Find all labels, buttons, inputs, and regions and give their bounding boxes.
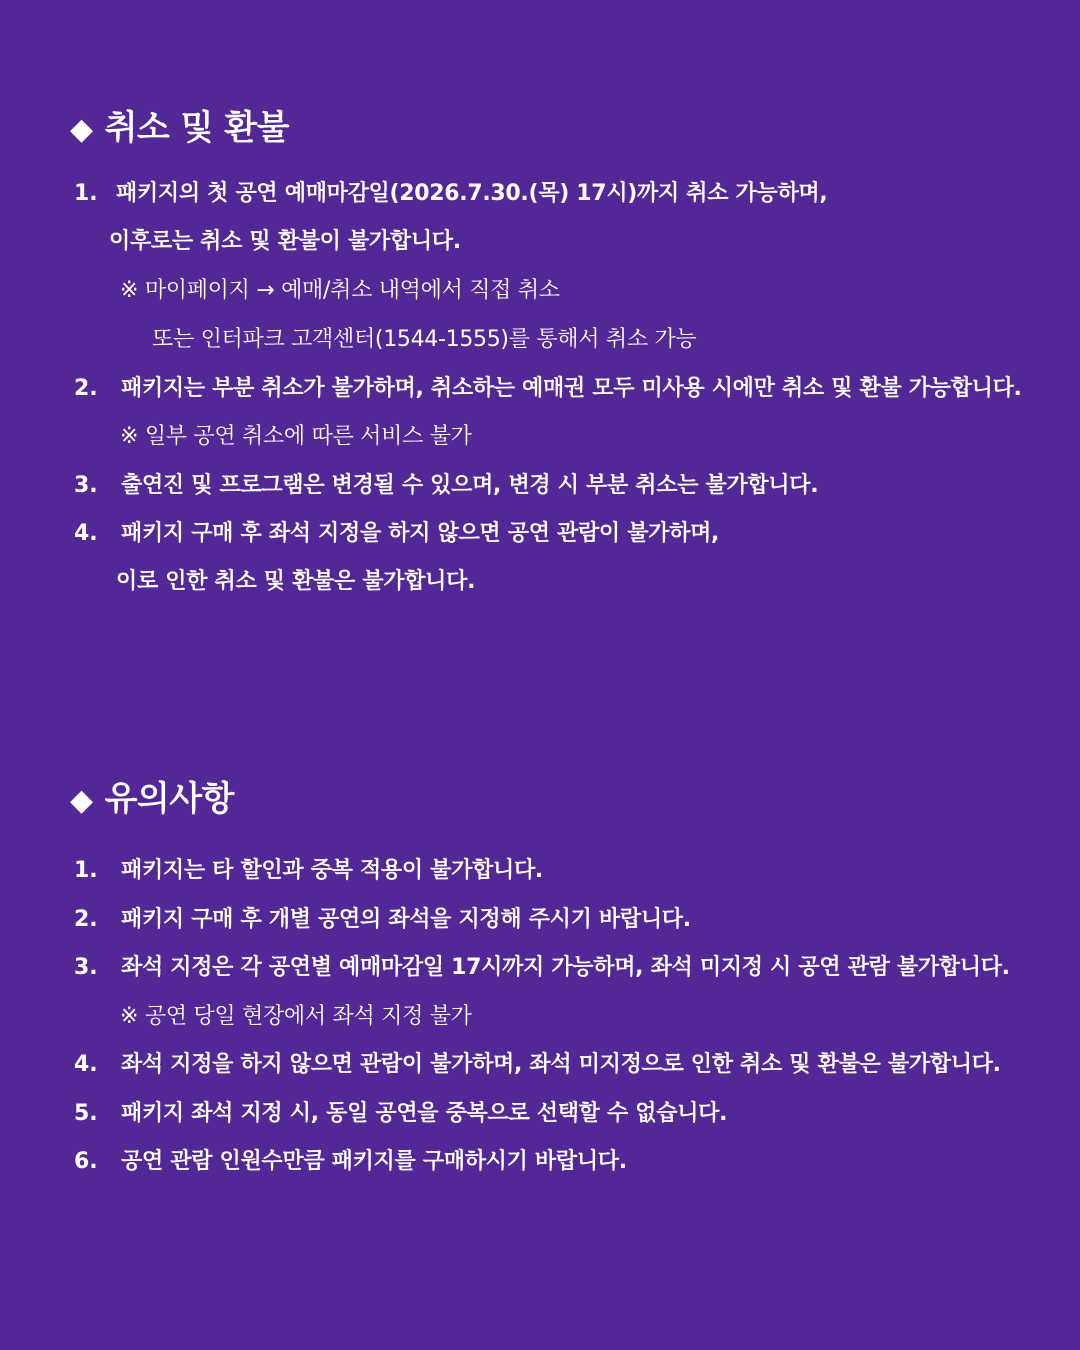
item-text: 좌석 지정을 하지 않으면 관람이 불가하며, 좌석 미지정으로 인한 취소 및 환불은 불가합니다. — [121, 1052, 1001, 1077]
diamond-icon: ◆ — [70, 112, 93, 147]
item-number: 2. — [74, 907, 98, 932]
item-text: 패키지 구매 후 좌석 지정을 하지 않으면 공연 관람이 불가하며, — [121, 521, 720, 546]
item-text: 좌석 지정은 각 공연별 예매마감일 17시까지 가능하며, 좌석 미지정 시 공연 관람 불가합니다. — [121, 955, 1010, 980]
item-note: ※ 일부 공연 취소에 따른 서비스 불가 — [120, 424, 472, 449]
item-number: 4. — [74, 1052, 98, 1077]
item-number: 3. — [74, 473, 98, 498]
item-text: 출연진 및 프로그램은 변경될 수 있으며, 변경 시 부분 취소는 불가합니다. — [121, 473, 819, 498]
item-number: 3. — [74, 955, 98, 980]
item-text: 공연 관람 인원수만큼 패키지를 구매하시기 바랍니다. — [121, 1149, 627, 1174]
item-text: 패키지는 타 할인과 중복 적용이 불가합니다. — [121, 858, 543, 883]
item-text: 패키지 좌석 지정 시, 동일 공연을 중복으로 선택할 수 없습니다. — [121, 1101, 728, 1126]
item-note: ※ 공연 당일 현장에서 좌석 지정 불가 — [120, 1004, 472, 1029]
item-note: 또는 인터파크 고객센터(1544-1555)를 통해서 취소 가능 — [152, 327, 697, 352]
item-number: 1. — [74, 858, 98, 883]
cancel-refund-title-text: 취소 및 환불 — [104, 108, 289, 148]
item-number: 2. — [74, 376, 98, 401]
item-number: 1. — [74, 181, 98, 206]
item-text: 이로 인한 취소 및 환불은 불가합니다. — [116, 569, 476, 594]
item-number: 4. — [74, 521, 98, 546]
item-text: 이후로는 취소 및 환불이 불가합니다. — [109, 229, 461, 254]
notice-title-text: 유의사항 — [104, 779, 234, 819]
item-number: 6. — [74, 1149, 98, 1174]
cancel-refund-title — [70, 106, 289, 152]
item-text: 패키지는 부분 취소가 불가하며, 취소하는 예매권 모두 미사용 시에만 취소 및 환불 가능합니다. — [121, 376, 1022, 401]
diamond-icon: ◆ — [70, 783, 93, 818]
item-note: ※ 마이페이지 → 예매/취소 내역에서 직접 취소 — [120, 278, 560, 303]
item-text: 패키지의 첫 공연 예매마감일(2026.7.30.(목) 17시)까지 취소 가능하며, — [116, 181, 828, 206]
item-number: 5. — [74, 1101, 98, 1126]
item-text: 패키지 구매 후 개별 공연의 좌석을 지정해 주시기 바랍니다. — [121, 907, 691, 932]
notice-title — [70, 777, 234, 823]
